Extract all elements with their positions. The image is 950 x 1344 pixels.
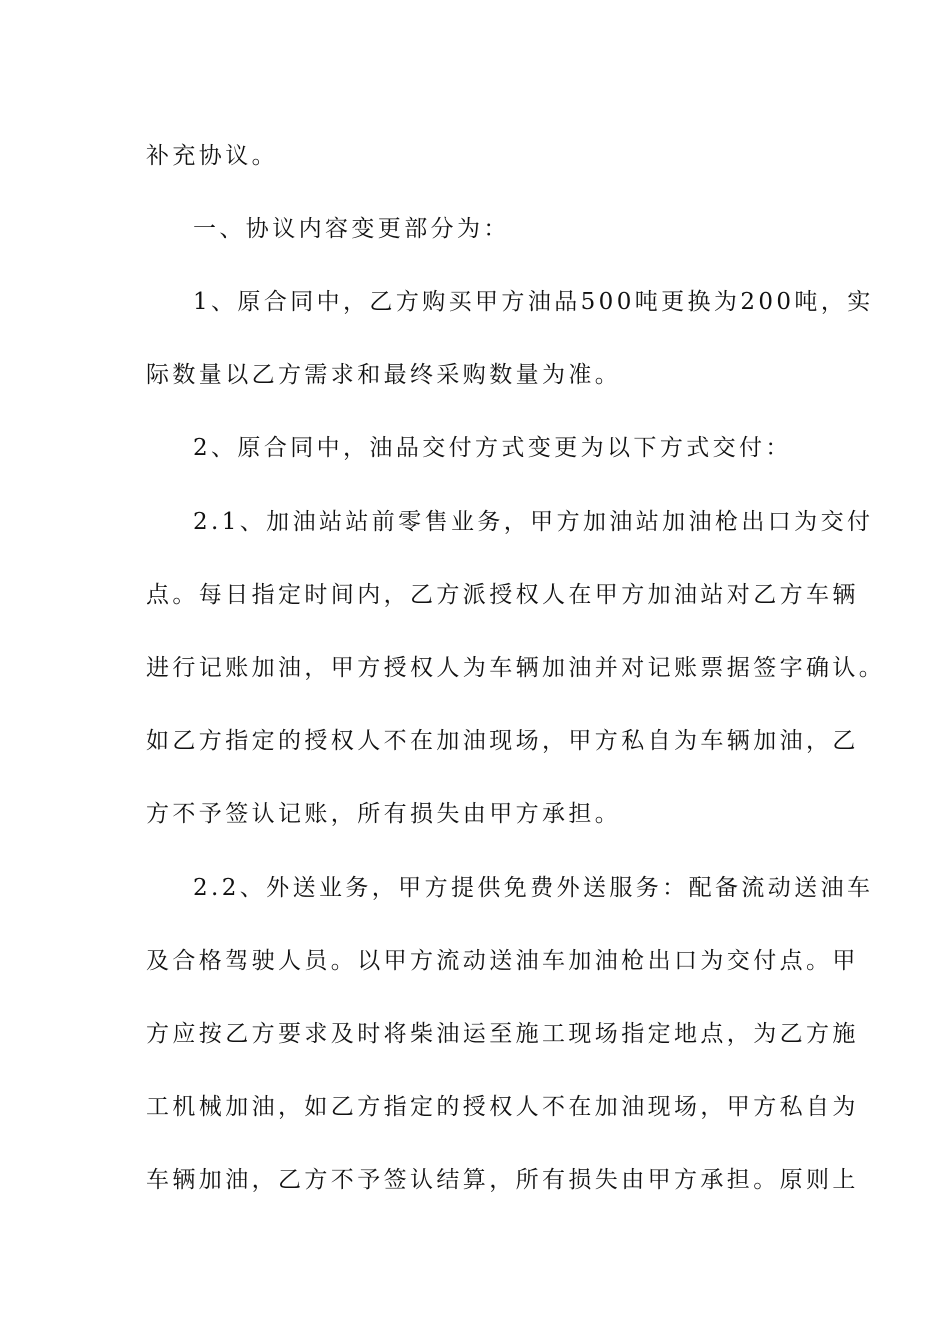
text-line-15: 车辆加油，乙方不予签认结算，所有损失由甲方承担。原则上: [146, 1167, 859, 1193]
text-line-14: 工机械加油，如乙方指定的授权人不在加油现场，甲方私自为: [146, 1094, 859, 1120]
text-line-9: 如乙方指定的授权人不在加油现场，甲方私自为车辆加油，乙: [146, 728, 859, 754]
text-line-13: 方应按乙方要求及时将柴油运至施工现场指定地点，为乙方施: [146, 1021, 859, 1047]
text-line-6: 2.1、加油站站前零售业务，甲方加油站加油枪出口为交付: [193, 509, 874, 535]
text-line-12: 及合格驾驶人员。以甲方流动送油车加油枪出口为交付点。甲: [146, 948, 859, 974]
text-line-7: 点。每日指定时间内，乙方派授权人在甲方加油站对乙方车辆: [146, 582, 859, 608]
text-line-10: 方不予签认记账，所有损失由甲方承担。: [146, 801, 622, 827]
text-line-5: 2、原合同中，油品交付方式变更为以下方式交付：: [193, 435, 792, 461]
text-line-11: 2.2、外送业务，甲方提供免费外送服务：配备流动送油车: [193, 875, 874, 901]
section-heading: 一、协议内容变更部分为：: [193, 216, 510, 242]
text-line-8: 进行记账加油，甲方授权人为车辆加油并对记账票据签字确认。: [146, 655, 886, 681]
text-line-3: 1、原合同中，乙方购买甲方油品500吨更换为200吨，实: [193, 289, 874, 315]
text-line-1: 补充协议。: [146, 143, 278, 169]
text-line-4: 际数量以乙方需求和最终采购数量为准。: [146, 362, 622, 388]
